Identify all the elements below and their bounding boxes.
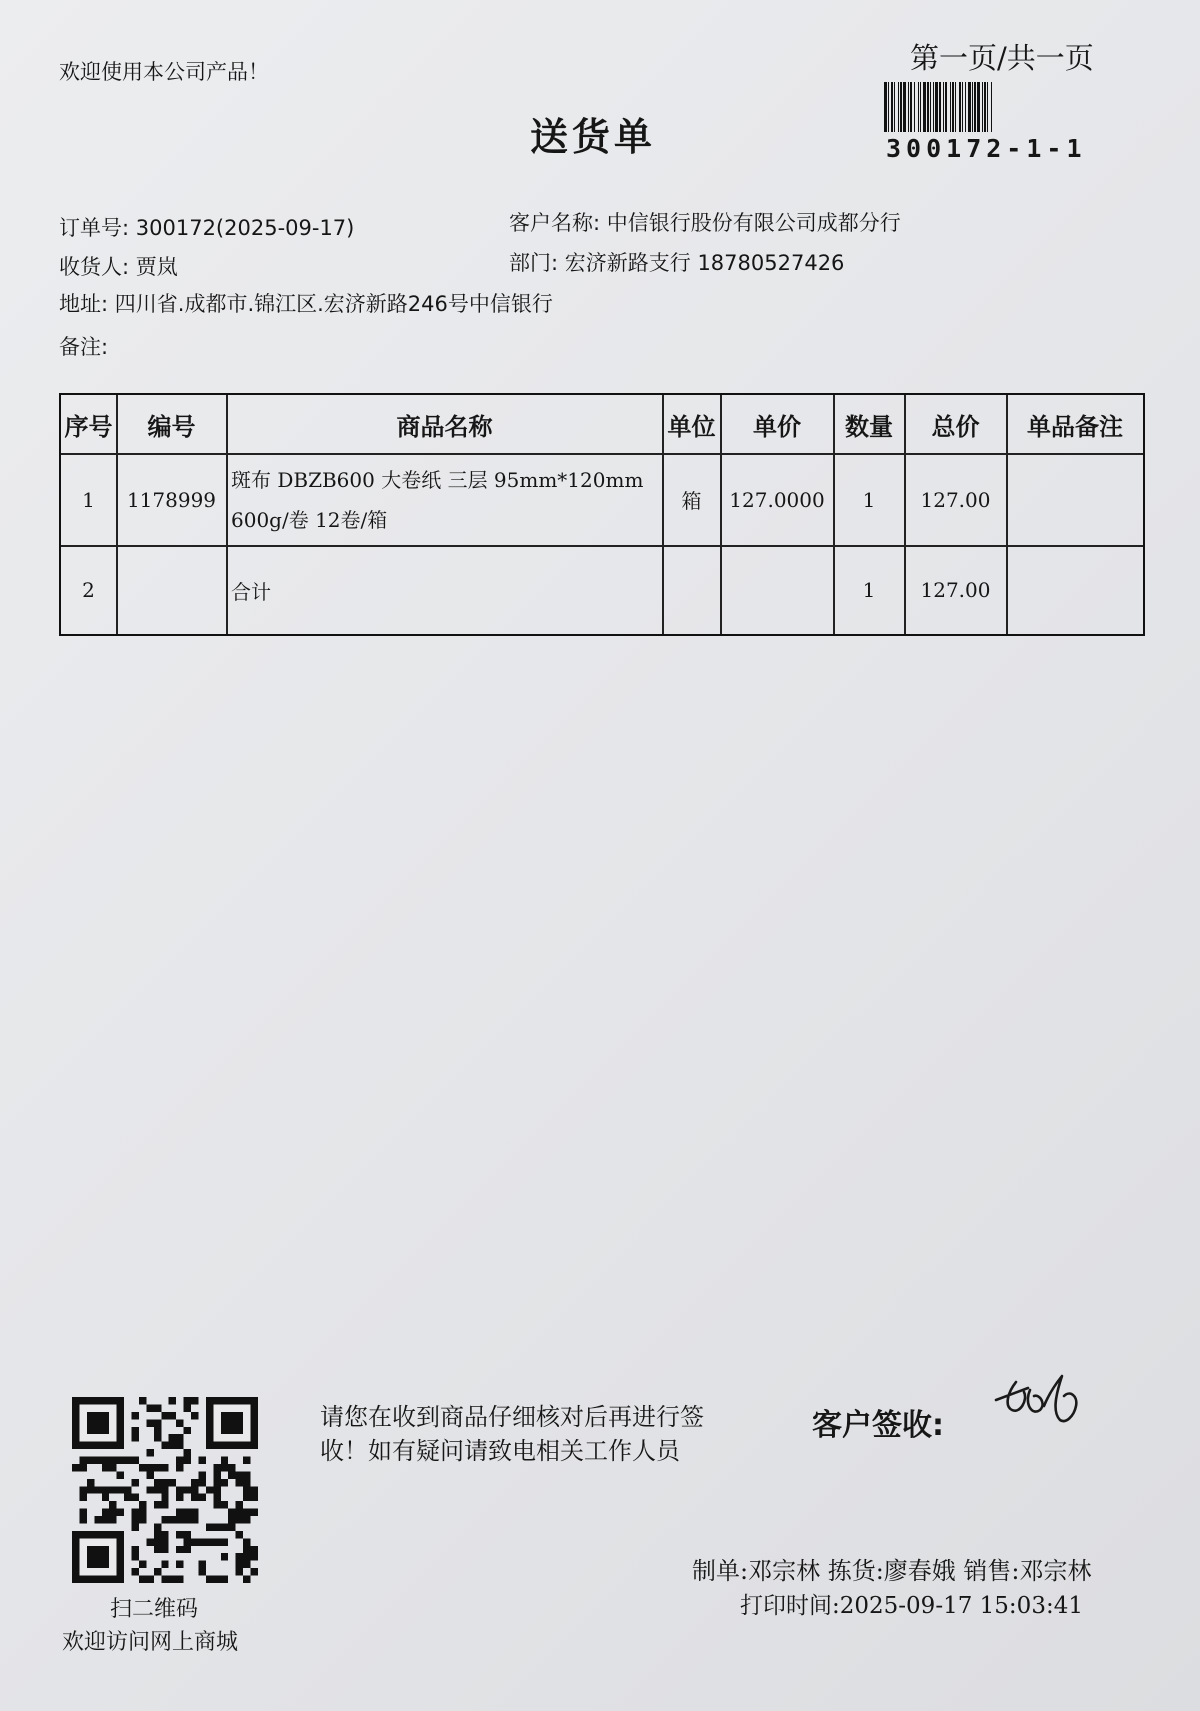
- row-total: 127.00: [920, 578, 991, 602]
- department-label: 部门:: [509, 251, 559, 275]
- header-unit: 单位: [667, 412, 716, 441]
- qr-code[interactable]: [72, 1397, 258, 1583]
- row-unit-price: 127.0000: [729, 487, 825, 512]
- header-total: 总价: [931, 412, 980, 441]
- row-total: 127.00: [920, 487, 991, 512]
- customer-signature: [990, 1366, 1082, 1440]
- header-product-name: 商品名称: [396, 412, 493, 441]
- print-time: 打印时间:2025-09-17 15:03:41: [740, 1593, 1083, 1619]
- row-code: [117, 546, 226, 634]
- page-indicator: 第一页/共一页: [910, 41, 1094, 75]
- document-title: 送货单: [530, 115, 657, 159]
- receiver-value: 贾岚: [135, 255, 178, 279]
- header-code: 编号: [147, 412, 196, 441]
- order-number-value: 300172(2025-09-17): [135, 216, 355, 240]
- row-unit: 箱: [681, 489, 702, 513]
- signing-notice: 请您在收到商品仔细核对后再进行签收！如有疑问请致电相关工作人员: [320, 1403, 704, 1465]
- row-product-name-line1: 斑布 DBZB600 大卷纸 三层 95mm*120mm: [231, 467, 644, 492]
- remark-label: 备注:: [59, 335, 109, 359]
- row-seq: 1: [82, 487, 95, 512]
- department-value: 宏济新路支行 18780527426: [564, 251, 845, 275]
- row-product-name-line2: 600g/卷 12卷/箱: [231, 507, 388, 532]
- customer-name-field: [509, 207, 901, 237]
- row-remark: [1007, 546, 1143, 634]
- header-unit-price: 单价: [753, 412, 801, 441]
- row-remark: [1007, 454, 1143, 545]
- row-unit-price: [721, 546, 833, 634]
- barcode-number: 300172-1-1: [886, 134, 1087, 163]
- qr-caption-scan: 扫二维码: [110, 1597, 199, 1622]
- order-number-label: 订单号:: [59, 216, 130, 240]
- header-seq: 序号: [64, 412, 113, 441]
- order-number-field: [59, 212, 354, 242]
- staff-info: 制单:邓宗林 拣货:廖春娥 销售:邓宗林: [692, 1557, 1092, 1585]
- receiver-label: 收货人:: [59, 255, 130, 279]
- welcome-text: 欢迎使用本公司产品！: [59, 60, 269, 84]
- row-quantity: 1: [862, 578, 876, 602]
- row-unit: [663, 546, 720, 634]
- header-quantity: 数量: [845, 412, 893, 441]
- row-quantity: 1: [862, 487, 876, 512]
- address-value: 四川省.成都市.锦江区.宏济新路246号中信银行: [114, 292, 553, 316]
- customer-name-value: 中信银行股份有限公司成都分行: [606, 211, 901, 235]
- receiver-field: [59, 251, 178, 281]
- address-label: 地址:: [59, 292, 109, 316]
- department-field: [509, 247, 844, 277]
- row-code: 1178999: [126, 487, 217, 512]
- row-product-name: 合计: [231, 579, 271, 604]
- qr-caption-visit: 欢迎访问网上商城: [62, 1630, 239, 1655]
- address-field: [59, 288, 553, 318]
- header-item-remark: 单品备注: [1027, 412, 1123, 441]
- barcode: [884, 82, 1102, 132]
- items-table: [59, 393, 1145, 636]
- row-seq: 2: [82, 578, 95, 602]
- row-product-name: [227, 454, 662, 545]
- customer-name-label: 客户名称:: [509, 211, 601, 235]
- customer-sign-label: 客户签收:: [812, 1408, 944, 1443]
